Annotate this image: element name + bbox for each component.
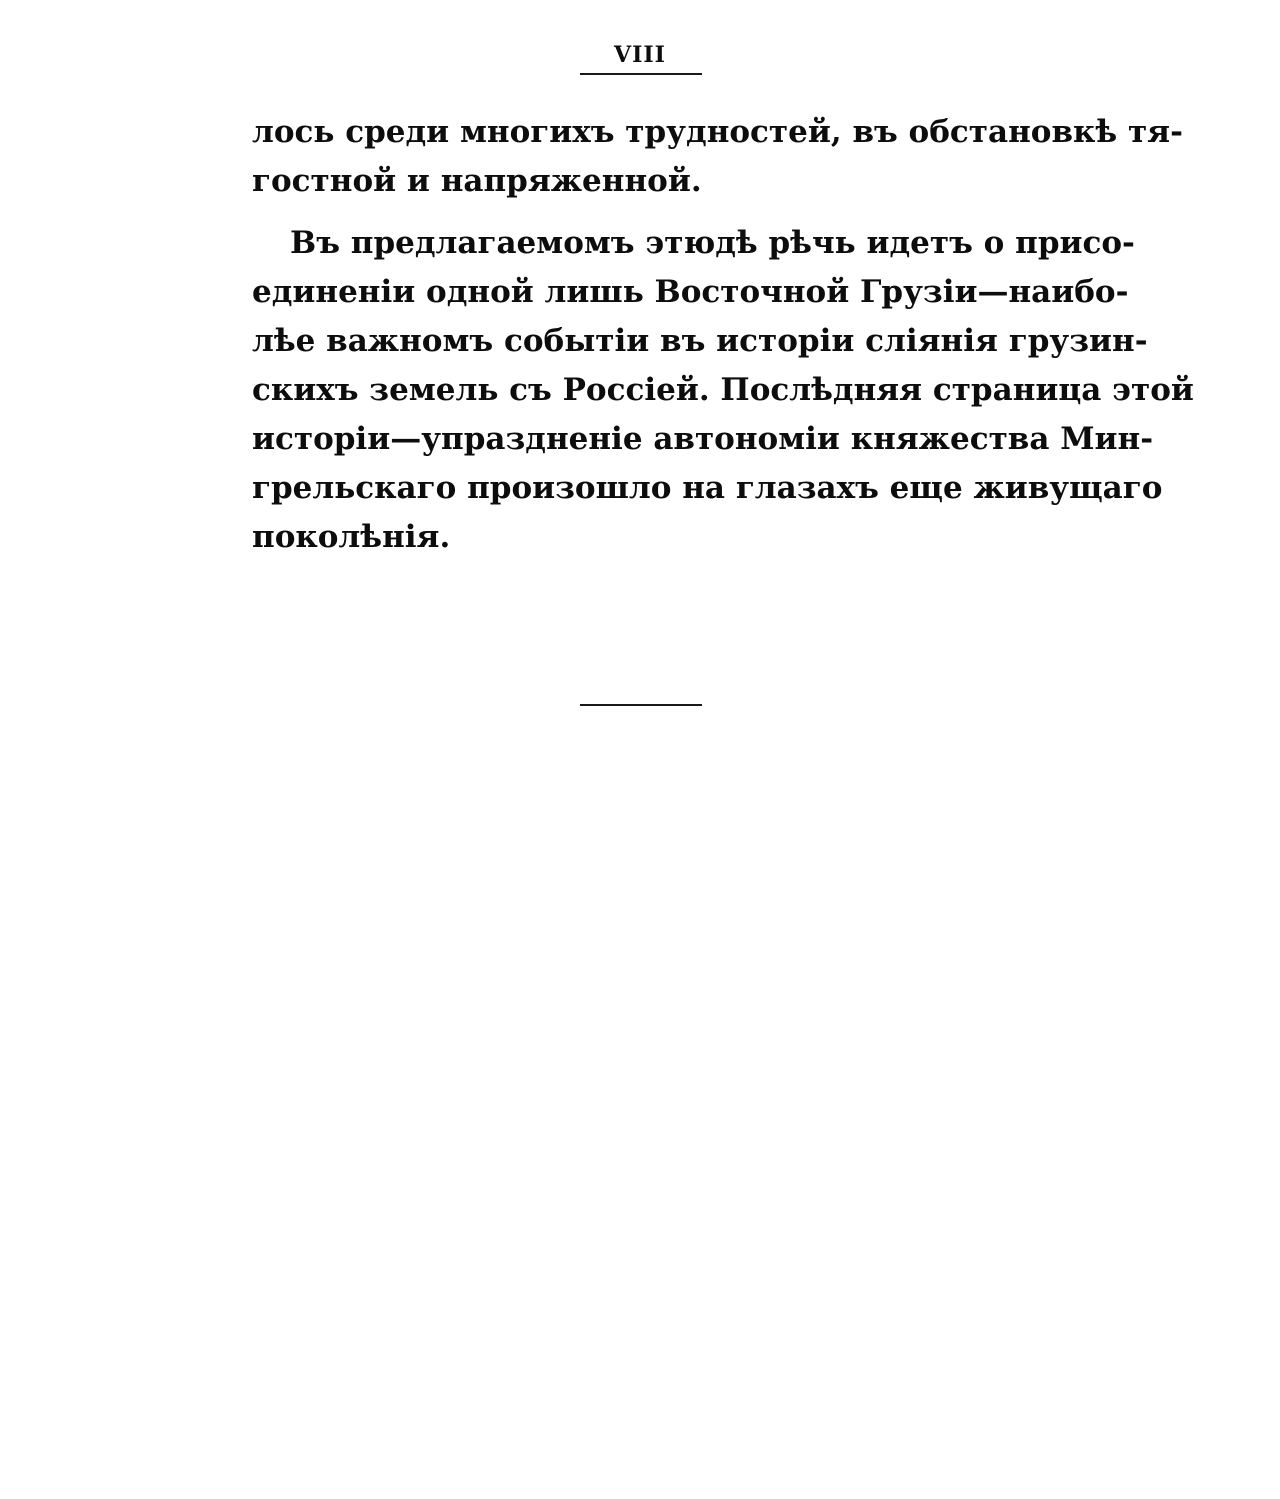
body-text — [252, 108, 1194, 562]
paragraph-2 — [252, 219, 1194, 562]
text-line: лось среди многихъ трудностей, въ обстановкѣ тя- — [252, 114, 1183, 150]
paragraph-1 — [252, 108, 1183, 206]
paragraph-gap — [252, 206, 1030, 219]
text-line: исторіи—упраздненіе автономіи княжества Мин- — [252, 421, 1154, 457]
text-line: единеніи одной лишь Восточной Грузіи—наибо- — [252, 274, 1129, 310]
text-line: поколѣнія. — [252, 519, 451, 555]
footer-rule — [580, 704, 702, 706]
text-line: грельскаго произошло на глазахъ еще живущаго — [252, 470, 1163, 506]
header-rule — [580, 73, 702, 75]
text-line: лѣе важномъ событіи въ исторіи сліянія грузин- — [252, 323, 1148, 359]
text-line: скихъ земель съ Россіей. Послѣдняя страница этой — [252, 372, 1194, 408]
text-line: гостной и напряженной. — [252, 163, 702, 199]
text-line: Въ предлагаемомъ этюдѣ рѣчь идетъ о присо- — [290, 225, 1135, 261]
page-number: VIII — [614, 42, 666, 68]
